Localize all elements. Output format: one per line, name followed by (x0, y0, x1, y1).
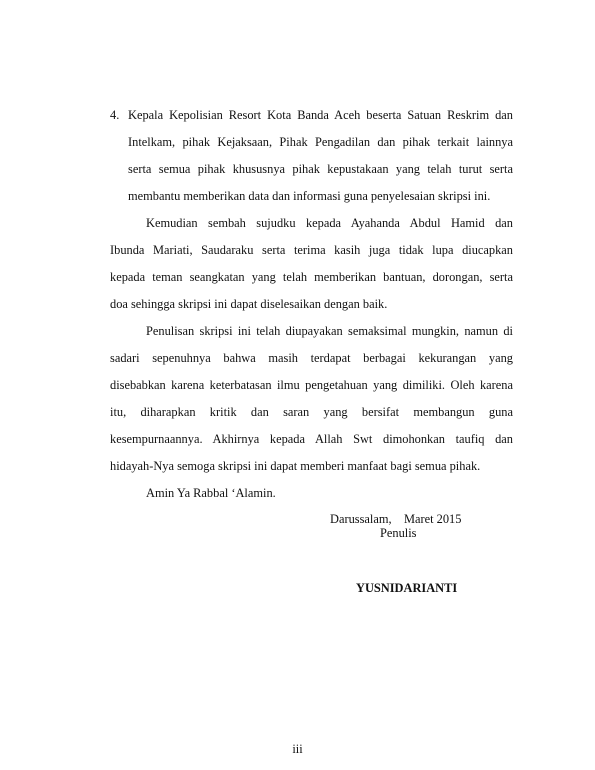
list-number: 4. (110, 108, 120, 122)
list-item-line: Kepala Kepolisian Resort Kota Banda Aceh beserta Satuan Reskrim dan (128, 108, 513, 122)
paragraph-line: kesempurnaannya. Akhirnya kepada Allah Swt dimohonkan taufiq dan (110, 432, 513, 446)
signature-name: YUSNIDARIANTI (356, 581, 458, 595)
signature-role: Penulis (380, 526, 417, 540)
paragraph-line: hidayah-Nya semoga skripsi ini dapat memberi manfaat bagi semua pihak. (110, 459, 481, 473)
paragraph-line: Penulisan skripsi ini telah diupayakan semaksimal mungkin, namun di (146, 324, 513, 338)
paragraph-line: disebabkan karena keterbatasan ilmu pengetahuan yang dimiliki. Oleh karena (110, 378, 513, 392)
list-item-line: Intelkam, pihak Kejaksaan, Pihak Pengadilan dan pihak terkait lainnya (128, 135, 513, 149)
signature-place-date: Darussalam, Maret 2015 (330, 512, 462, 526)
paragraph-line: doa sehingga skripsi ini dapat diselesaikan dengan baik. (110, 297, 388, 311)
paragraph-line: sadari sepenuhnya bahwa masih terdapat berbagai kekurangan yang (110, 351, 513, 365)
paragraph-line: itu, diharapkan kritik dan saran yang bersifat membangun guna (110, 405, 513, 419)
list-item-line: membantu memberikan data dan informasi guna penyelesaian skripsi ini. (128, 189, 491, 203)
paragraph-line: Ibunda Mariati, Saudaraku serta terima kasih juga tidak lupa diucapkan (110, 243, 513, 257)
paragraph-line: Kemudian sembah sujudku kepada Ayahanda Abdul Hamid dan (146, 216, 513, 230)
closing-text: Amin Ya Rabbal ‘Alamin. (146, 486, 276, 500)
paragraph-line: kepada teman seangkatan yang telah memberikan bantuan, dorongan, serta (110, 270, 513, 284)
page-number: iii (292, 742, 303, 756)
list-item-line: serta semua pihak khususnya pihak kepustakaan yang telah turut serta (128, 162, 513, 176)
